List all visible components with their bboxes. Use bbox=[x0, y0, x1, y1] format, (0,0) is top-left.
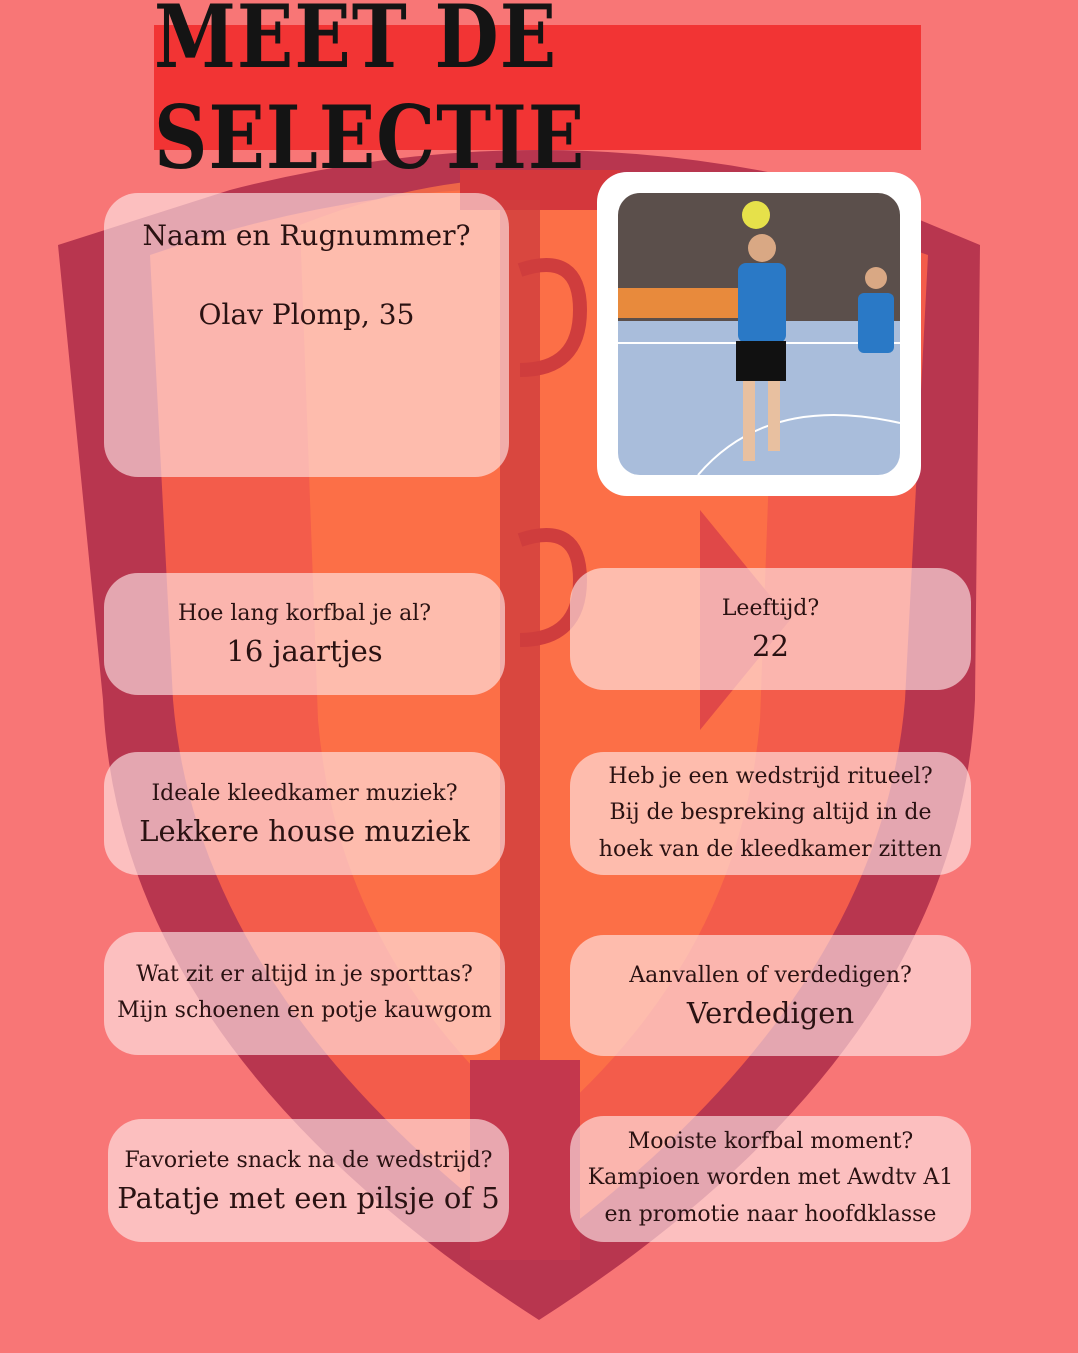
attack-defend-card bbox=[570, 935, 971, 1056]
sports-bag-answer: Mijn schoenen en potje kauwgom bbox=[117, 998, 492, 1023]
attack-defend-question: Aanvallen of verdedigen? bbox=[629, 962, 912, 988]
title-banner bbox=[154, 0, 921, 189]
ritual-answer-line1: Bij de bespreking altijd in de bbox=[609, 799, 932, 825]
music-question: Ideale kleedkamer muziek? bbox=[151, 780, 458, 806]
snack-card bbox=[108, 1119, 509, 1242]
name-number-question: Naam en Rugnummer? bbox=[142, 219, 471, 252]
attack-defend-answer: Verdedigen bbox=[686, 995, 855, 1030]
best-moment-question: Mooiste korfbal moment? bbox=[627, 1129, 914, 1154]
name-number-card bbox=[104, 193, 509, 477]
years-played-question: Hoe lang korfbal je al? bbox=[177, 601, 432, 626]
ritual-question: Heb je een wedstrijd ritueel? bbox=[608, 763, 933, 789]
snack-question: Favoriete snack na de wedstrijd? bbox=[124, 1147, 493, 1173]
age-question: Leeftijd? bbox=[721, 596, 820, 621]
sports-bag-card bbox=[104, 932, 505, 1055]
name-number-answer: Olav Plomp, 35 bbox=[198, 298, 415, 331]
age-card bbox=[570, 568, 971, 690]
player-photo-frame bbox=[597, 172, 921, 496]
music-answer: Lekkere house muziek bbox=[139, 813, 470, 848]
ritual-card bbox=[570, 752, 971, 875]
ritual-answer-line2: hoek van de kleedkamer zitten bbox=[598, 836, 943, 862]
sports-bag-question: Wat zit er altijd in je sporttas? bbox=[136, 962, 473, 987]
years-played-answer: 16 jaartjes bbox=[226, 634, 383, 668]
age-answer: 22 bbox=[752, 629, 789, 663]
music-card bbox=[104, 752, 505, 875]
best-moment-answer-line2: en promotie naar hoofdklasse bbox=[604, 1202, 937, 1227]
korfball-player-photo bbox=[618, 193, 900, 475]
best-moment-card bbox=[570, 1116, 971, 1242]
page-title: MEET DE SELECTIE bbox=[154, 0, 586, 189]
years-played-card bbox=[104, 573, 505, 695]
best-moment-answer-line1: Kampioen worden met Awdtv A1 bbox=[587, 1165, 954, 1190]
snack-answer: Patatje met een pilsje of 5 bbox=[117, 1180, 500, 1215]
